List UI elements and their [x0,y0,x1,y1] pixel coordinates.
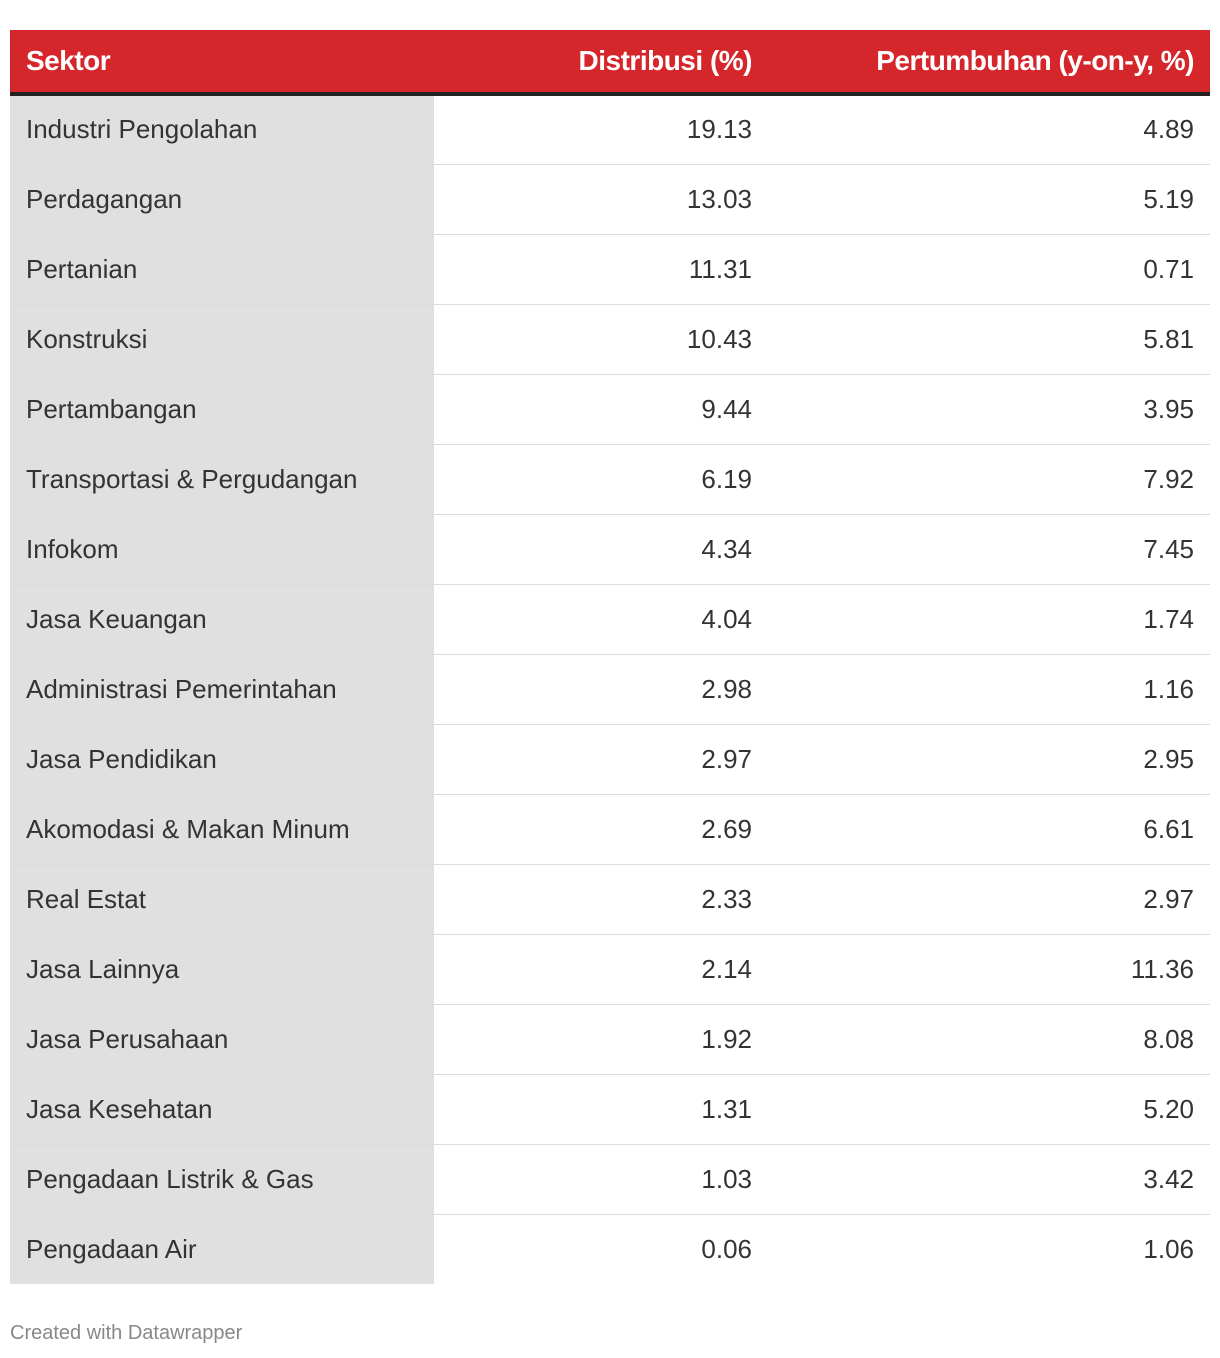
cell-sektor: Jasa Lainnya [10,934,434,1004]
cell-pertumbuhan: 0.71 [768,234,1210,304]
cell-distribusi: 11.31 [434,234,768,304]
table-row [10,1214,1210,1284]
table-row [10,1004,1210,1074]
cell-pertumbuhan: 2.95 [768,724,1210,794]
cell-pertumbuhan: 5.20 [768,1074,1210,1144]
cell-sektor: Real Estat [10,864,434,934]
cell-distribusi: 6.19 [434,444,768,514]
cell-sektor: Jasa Keuangan [10,584,434,654]
cell-distribusi: 2.97 [434,724,768,794]
table-row [10,164,1210,234]
table-row [10,94,1210,164]
cell-sektor: Pengadaan Air [10,1214,434,1284]
table-body [10,94,1210,1284]
table-row [10,1144,1210,1214]
cell-sektor: Jasa Perusahaan [10,1004,434,1074]
table-row [10,864,1210,934]
cell-sektor: Infokom [10,514,434,584]
cell-distribusi: 2.14 [434,934,768,1004]
cell-distribusi: 2.98 [434,654,768,724]
column-header-distribusi[interactable]: Distribusi (%) [434,30,768,94]
cell-sektor: Jasa Kesehatan [10,1074,434,1144]
cell-pertumbuhan: 3.42 [768,1144,1210,1214]
cell-pertumbuhan: 1.74 [768,584,1210,654]
cell-pertumbuhan: 6.61 [768,794,1210,864]
table-row [10,934,1210,1004]
cell-pertumbuhan: 8.08 [768,1004,1210,1074]
table-row [10,584,1210,654]
cell-distribusi: 2.33 [434,864,768,934]
cell-distribusi: 1.03 [434,1144,768,1214]
cell-sektor: Jasa Pendidikan [10,724,434,794]
cell-pertumbuhan: 5.19 [768,164,1210,234]
cell-distribusi: 1.31 [434,1074,768,1144]
cell-pertumbuhan: 1.16 [768,654,1210,724]
table-row [10,374,1210,444]
cell-pertumbuhan: 2.97 [768,864,1210,934]
sector-table [10,30,1210,1284]
table-row [10,794,1210,864]
table-row [10,654,1210,724]
cell-distribusi: 4.34 [434,514,768,584]
cell-distribusi: 13.03 [434,164,768,234]
table-row [10,724,1210,794]
cell-distribusi: 0.06 [701,1233,752,1264]
cell-distribusi: 1.92 [434,1004,768,1074]
cell-pertumbuhan: 7.92 [768,444,1210,514]
table-row [10,444,1210,514]
cell-distribusi: 4.04 [434,584,768,654]
cell-pertumbuhan: 3.95 [768,374,1210,444]
table-row [10,514,1210,584]
table-row [10,304,1210,374]
column-header-sektor[interactable]: Sektor [10,30,434,94]
table-row [10,1074,1210,1144]
cell-sektor: Industri Pengolahan [10,94,434,164]
column-header-pertumbuhan[interactable]: Pertumbuhan (y-on-y, %) [768,30,1210,94]
cell-pertumbuhan: 11.36 [768,934,1210,1004]
table-row [10,234,1210,304]
cell-pertumbuhan: 1.06 [1143,1233,1194,1264]
table-header-row [10,30,1210,94]
cell-pertumbuhan: 5.81 [768,304,1210,374]
cell-sektor: Pengadaan Listrik & Gas [10,1144,434,1214]
cell-distribusi: 2.69 [434,794,768,864]
cell-distribusi: 10.43 [434,304,768,374]
cell-sektor: Perdagangan [10,164,434,234]
cell-sektor: Konstruksi [10,304,434,374]
cell-sektor: Transportasi & Pergudangan [10,444,434,514]
cell-sektor: Administrasi Pemerintahan [10,654,434,724]
data-table-container [10,30,1210,1284]
cell-distribusi: 19.13 [434,94,768,164]
cell-pertumbuhan: 4.89 [768,94,1210,164]
cell-distribusi: 9.44 [434,374,768,444]
cell-sektor: Pertanian [10,234,434,304]
cell-sektor: Akomodasi & Makan Minum [10,794,434,864]
cell-pertumbuhan: 7.45 [768,514,1210,584]
datawrapper-credit: Created with Datawrapper [10,1322,243,1344]
cell-sektor: Pertambangan [10,374,434,444]
